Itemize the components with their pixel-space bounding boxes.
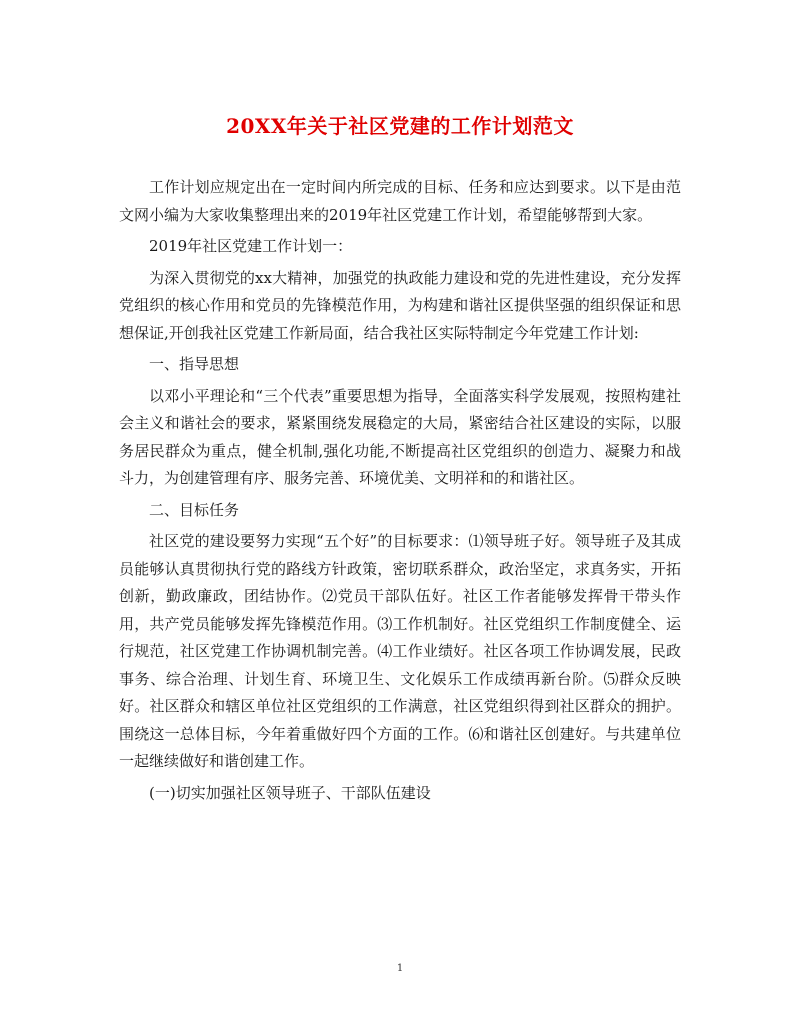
page-number: 1	[396, 963, 404, 974]
body-paragraph: 社区党的建设要努力实现“五个好”的目标要求：⑴领导班子好。领导班子及其成员能够认真贯彻执行党的路线方针政策，密切联系群众，政治坚定，求真务实，开拓创新，勤政廉政，团结协作。⑵党员干部队伍好。社区工作者能够发挥骨干带头作用，共产党员能够发挥先锋模范作用。⑶工作机制好。社区党组织工作制度健全、运行规范，社区党建工作协调机制完善。⑷工作业绩好。社区各项工作协调发展，民政事务、综合治理、计划生育、环境卫生、文化娱乐工作成绩再新台阶。⑸群众反映好。社区群众和辖区单位社区党组织的工作满意，社区党组织得到社区群众的拥护。围绕这一总体目标，今年着重做好四个方面的工作。⑹和谐社区创建好。与共建单位一起继续做好和谐创建工作。	[119, 532, 681, 770]
document-title: 20XX年关于社区党建的工作计划范文	[226, 114, 574, 138]
section-heading-guiding-thought: 一、指导思想	[149, 355, 240, 373]
intro-paragraph: 工作计划应规定出在一定时间内所完成的目标、任务和应达到要求。以下是由范文网小编为大家收集整理出来的2019年社区党建工作计划，希望能够帮到大家。	[119, 178, 681, 224]
plan-heading: 2019年社区党建工作计划一：	[149, 237, 353, 255]
document-body	[119, 174, 681, 811]
section-heading-goals: 二、目标任务	[149, 500, 240, 519]
subsection-heading: (一)切实加强社区领导班子、干部队伍建设	[149, 783, 431, 802]
body-paragraph: 为深入贯彻党的xx大精神，加强党的执政能力建设和党的先进性建设，充分发挥党组织的核心作用和党员的先锋模范作用，为构建和谐社区提供坚强的组织保证和思想保证,开创我社区党建工作新局面，结合我社区实际特制定今年党建工作计划:	[119, 268, 681, 342]
body-paragraph: 以邓小平理论和“三个代表”重要思想为指导，全面落实科学发展观，按照构建社会主义和谐社会的要求，紧紧围绕发展稳定的大局，紧密结合社区建设的实际，以服务居民群众为重点，健全机制,强化功能,不断提高社区党组织的创造力、凝聚力和战斗力，为创建管理有序、服务完善、环境优美、文明祥和的和谐社区。	[119, 386, 681, 487]
